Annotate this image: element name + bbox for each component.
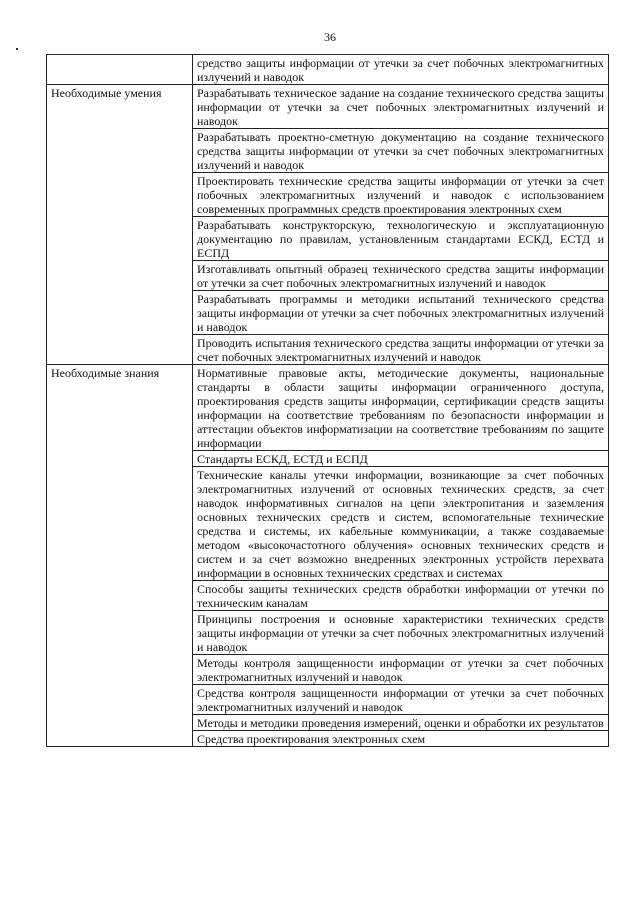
requirement-cell: средство защиты информации от утечки за счет побочных электромагнитных излучений и наводок: [193, 55, 609, 85]
page-number: 36: [324, 30, 336, 44]
category-cell: Необходимые знания: [47, 365, 193, 747]
requirement-cell: Разрабатывать проектно-сметную документацию на создание технического средства защиты информации от утечки за счет побочных электромагнитных излучений и наводок: [193, 129, 609, 173]
requirement-cell: Принципы построения и основные характеристики технических средств защиты информации от утечки за счет побочных электромагнитных излучений и наводок: [193, 611, 609, 655]
requirement-cell: Методы контроля защищенности информации от утечки за счет побочных электромагнитных излучений и наводок: [193, 655, 609, 685]
requirement-cell: Технические каналы утечки информации, возникающие за счет побочных электромагнитных излучений от основных технических средств, за счет наводок информативных сигналов на цепи электропитания и заземления основных технических средств и систем, вспомогательные технические средства и системы, их кабельные коммуникации, а также создаваемые методом «высокочастотного облучения» основных технических средств и систем и за счет возможно внедренных электронных устройств перехвата информации в основных технических средствах и системах: [193, 467, 609, 581]
table-row: [47, 55, 609, 85]
category-cell: [47, 55, 193, 85]
requirement-cell: Изготавливать опытный образец технического средства защиты информации от утечки за счет побочных электромагнитных излучений и наводок: [193, 261, 609, 291]
requirement-cell: Способы защиты технических средств обработки информации от утечки по техническим каналам: [193, 581, 609, 611]
requirement-cell: Средства контроля защищенности информации от утечки за счет побочных электромагнитных излучений и наводок: [193, 685, 609, 715]
requirement-cell: Нормативные правовые акты, методические документы, национальные стандарты в области защиты информации ограниченного доступа, проектирования средств защиты информации, сертификации средств защиты информации на соответствие требованиям по безопасности информации и аттестации объектов информатизации на соответствие требованиям по защите информации: [193, 365, 609, 451]
table-row: [47, 365, 609, 451]
requirement-cell: Средства проектирования электронных схем: [193, 731, 609, 747]
requirements-table-body: [47, 55, 609, 747]
requirement-cell: Проектировать технические средства защиты информации от утечки за счет побочных электромагнитных излучений и наводок с использованием современных программных средств проектирования электронных схем: [193, 173, 609, 217]
requirement-cell: Проводить испытания технического средства защиты информации от утечки за счет побочных электромагнитных излучений и наводок: [193, 335, 609, 365]
requirement-cell: Разрабатывать программы и методики испытаний технического средства защиты информации от утечки за счет побочных электромагнитных излучений и наводок: [193, 291, 609, 335]
requirement-cell: Методы и методики проведения измерений, оценки и обработки их результатов: [193, 715, 609, 731]
table-row: [47, 85, 609, 129]
requirement-cell: Стандарты ЕСКД, ЕСТД и ЕСПД: [193, 451, 609, 467]
category-cell: Необходимые умения: [47, 85, 193, 365]
requirements-table: [46, 54, 609, 747]
requirement-cell: Разрабатывать конструкторскую, технологическую и эксплуатационную документацию по правилам, установленным стандартами ЕСКД, ЕСТД и ЕСПД: [193, 217, 609, 261]
requirement-cell: Разрабатывать техническое задание на создание технического средства защиты информации от утечки за счет побочных электромагнитных излучений и наводок: [193, 85, 609, 129]
scan-mark: [16, 48, 18, 50]
